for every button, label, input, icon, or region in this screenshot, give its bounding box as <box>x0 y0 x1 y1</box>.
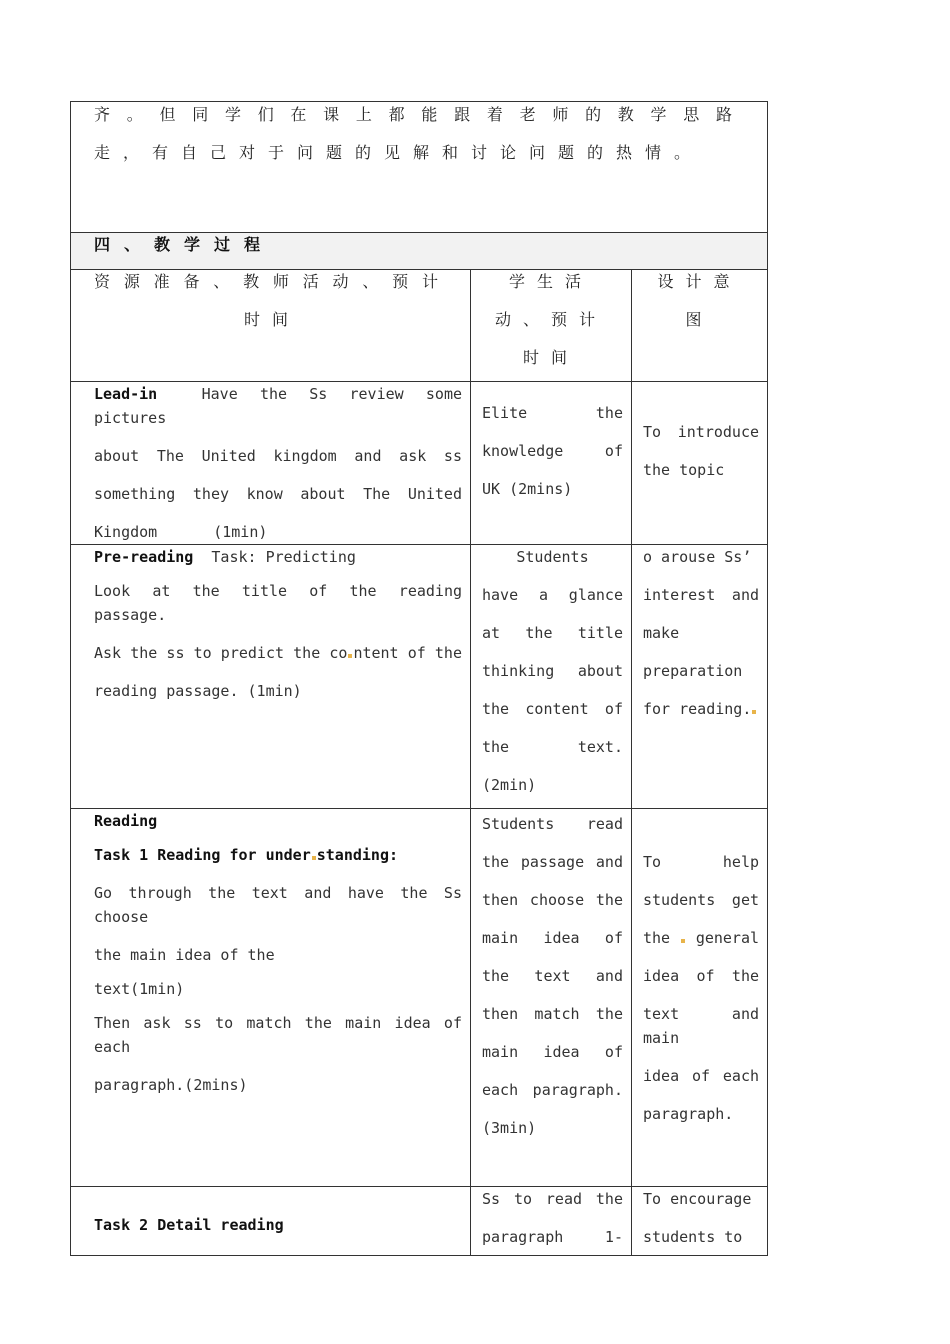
reading-purpose-2: students get <box>643 891 760 909</box>
prereading-activity-cell <box>71 545 471 809</box>
reading-purpose-5: text and main <box>643 1005 760 1047</box>
intro-line-1: 齐。但同学们在课上都能跟着老师的教学思路 <box>94 105 746 124</box>
marker-dot <box>752 710 756 714</box>
prereading-student-2: have a glance <box>482 586 623 604</box>
leadin-time: (1min) <box>213 523 268 541</box>
header-row <box>71 270 768 382</box>
prereading-purpose-1: o arouse Ss’ <box>643 548 752 566</box>
detail-label: Task 2 Detail reading <box>94 1216 284 1234</box>
reading-student-4: main idea of <box>482 929 623 947</box>
prereading-student-3: at the title <box>482 624 623 642</box>
reading-student-5: the text and <box>482 967 623 985</box>
reading-student-2: the passage and <box>482 853 623 871</box>
section-title-row <box>71 233 768 270</box>
prereading-label: Pre-reading <box>94 548 194 566</box>
reading-purpose-4: idea of the <box>643 967 760 985</box>
reading-student-6: then match the <box>482 1005 623 1023</box>
leadin-student-cell <box>471 382 632 545</box>
reading-student-9: (3min) <box>482 1119 537 1137</box>
header-col3 <box>632 270 768 382</box>
reading-task1b: standing: <box>316 846 399 864</box>
detail-purpose-cell <box>632 1187 768 1256</box>
marker-dot <box>348 654 352 658</box>
header-col3-line1: 设计意 <box>657 272 742 291</box>
prereading-text-2a: Ask the ss to predict the co <box>94 644 348 662</box>
header-col2-line3: 时间 <box>522 348 579 367</box>
reading-text-2: the main idea of the <box>94 946 275 964</box>
intro-row <box>71 102 768 233</box>
reading-text-4: Then ask ss to match the main idea of each <box>94 1014 462 1056</box>
detail-activity-cell <box>71 1187 471 1256</box>
header-col2-line2: 动、预计 <box>494 310 607 329</box>
leadin-row <box>71 382 768 545</box>
leadin-label: Lead-in <box>94 385 158 403</box>
leadin-purpose-cell <box>632 382 768 545</box>
reading-student-cell <box>471 809 632 1187</box>
marker-dot <box>681 939 685 943</box>
prereading-student-5: the content of <box>482 700 623 718</box>
header-col1-line1: 资源准备、教师活动、预计 <box>94 272 450 291</box>
prereading-student-6: the text. <box>482 738 623 756</box>
prereading-purpose-cell <box>632 545 768 809</box>
leadin-student-3: UK (2mins) <box>482 480 573 498</box>
header-col1-line2: 时间 <box>243 310 300 329</box>
reading-text-5: paragraph.(2mins) <box>94 1076 248 1094</box>
reading-student-7: main idea of <box>482 1043 623 1061</box>
section-title-cell <box>71 233 768 270</box>
intro-cell <box>71 102 768 233</box>
leadin-activity-cell <box>71 382 471 545</box>
prereading-student-7: (2min) <box>482 776 537 794</box>
header-col2-line1: 学生活 <box>508 272 593 291</box>
reading-label: Reading <box>94 812 158 830</box>
reading-purpose-7: paragraph. <box>643 1105 734 1123</box>
marker-dot <box>312 856 316 860</box>
detail-purpose-2: students to <box>643 1228 743 1246</box>
prereading-purpose-3: make <box>643 624 680 642</box>
prereading-student-cell <box>471 545 632 809</box>
detail-student-1: Ss to read the <box>482 1190 623 1208</box>
header-col2 <box>471 270 632 382</box>
reading-student-1: Students read <box>482 815 623 833</box>
prereading-purpose-2: interest and <box>643 586 760 604</box>
lesson-plan-table <box>70 101 768 1256</box>
reading-student-3: then choose the <box>482 891 623 909</box>
leadin-text-2: about The United kingdom and ask ss <box>94 447 462 465</box>
section-title: 四、教学过程 <box>94 235 275 254</box>
reading-row <box>71 809 768 1187</box>
intro-line-2: 走，有自己对于问题的见解和讨论问题的热情。 <box>94 143 704 162</box>
prereading-purpose-4: preparation <box>643 662 743 680</box>
reading-purpose-1: To help <box>643 853 760 871</box>
reading-purpose-3-line <box>643 926 759 950</box>
detail-student-2: paragraph 1- <box>482 1228 623 1246</box>
reading-purpose-3b: general <box>695 929 760 947</box>
reading-text-3: text(1min) <box>94 980 185 998</box>
prereading-student-4: thinking about <box>482 662 623 680</box>
prereading-text-1: Look at the title of the reading passage. <box>94 582 462 624</box>
leadin-text-1: Have the Ss review some pictures <box>94 385 462 427</box>
detail-row <box>71 1187 768 1256</box>
prereading-task: Task: Predicting <box>211 548 356 566</box>
header-col3-line2: 图 <box>685 310 714 329</box>
reading-text-1: Go through the text and have the Ss choose <box>94 884 462 926</box>
prereading-line-1 <box>94 545 462 569</box>
prereading-line-3 <box>94 641 462 665</box>
reading-purpose-cell <box>632 809 768 1187</box>
header-col1 <box>71 270 471 382</box>
detail-student-cell <box>471 1187 632 1256</box>
prereading-text-2b: ntent of the <box>353 644 462 662</box>
leadin-text-4: Kingdom <box>94 523 158 541</box>
prereading-line-5 <box>643 697 759 721</box>
leadin-student-2: knowledge of <box>482 442 623 460</box>
leadin-student-1: Elite the <box>482 404 623 422</box>
detail-purpose-1: To encourage <box>643 1190 752 1208</box>
leadin-purpose-2: the topic <box>643 461 725 479</box>
leadin-purpose-1: To introduce <box>643 423 760 441</box>
reading-student-8: each paragraph. <box>482 1081 623 1099</box>
reading-activity-cell <box>71 809 471 1187</box>
reading-purpose-3a: the <box>643 929 671 947</box>
prereading-row <box>71 545 768 809</box>
leadin-line-1 <box>94 382 462 430</box>
reading-purpose-6: idea of each <box>643 1067 760 1085</box>
leadin-line-4 <box>94 520 462 544</box>
prereading-text-3: reading passage. (1min) <box>94 682 302 700</box>
prereading-purpose-5: for reading. <box>643 700 752 718</box>
reading-task1-line <box>94 843 462 867</box>
leadin-text-3: something they know about The United <box>94 485 462 503</box>
prereading-student-1: Students <box>516 548 589 566</box>
reading-task1a: Task 1 Reading for under <box>94 846 311 864</box>
